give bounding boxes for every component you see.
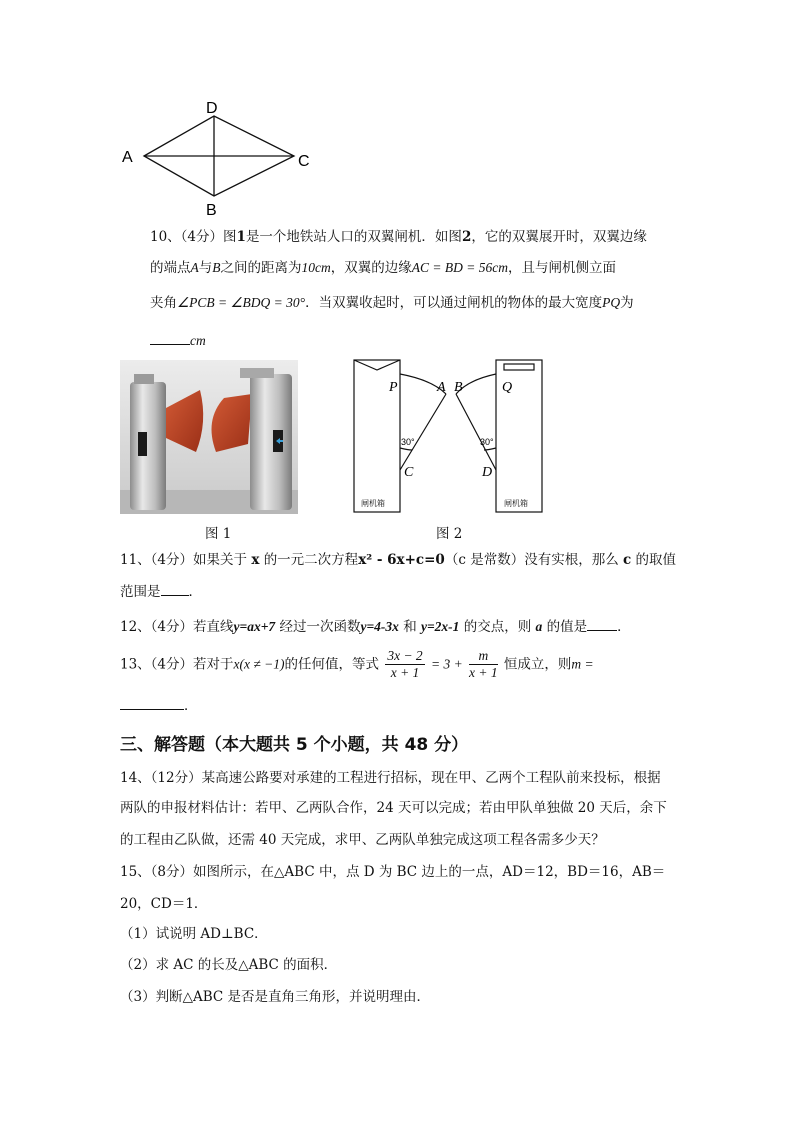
q11-text: （c 是常数）没有实根，那么 <box>444 552 619 568</box>
q15-sub1: （1）试说明 AD⊥BC． <box>120 926 268 942</box>
q10-text: ．当双翼收起时，可以通过闸机的物体的最大宽度 <box>305 295 603 311</box>
q12-equation: y=ax+7 <box>233 619 276 634</box>
q10-text: 10、（4分）图 <box>150 229 237 245</box>
q12-text: 12、（4分）若直线 <box>120 619 234 635</box>
q14-line1: 14、（12分）某高速公路要对承建的工程进行招标，现在甲、乙两个工程队前来投标，根据 <box>120 770 661 786</box>
label-p: P <box>389 380 398 395</box>
q13-equals: = 3 + <box>430 656 463 672</box>
q10-text: 是一个地铁站人口的双翼闸机．如图 <box>245 229 462 245</box>
q11-line2 <box>120 582 680 602</box>
label-q: Q <box>502 380 513 395</box>
q13-fraction-left <box>385 648 424 681</box>
q11-var: x <box>251 552 260 568</box>
fraction-numerator: m <box>469 648 498 665</box>
answer-blank <box>161 583 189 596</box>
q10-equation: AC = BD = 56cm <box>411 260 508 275</box>
angle-label-right: 30° <box>480 437 494 447</box>
answer-blank <box>120 697 184 710</box>
q15-sub3: （3）判断△ABC 是否是直角三角形，并说明理由． <box>120 989 431 1005</box>
q10-text: ，双翼的边缘 <box>330 260 412 276</box>
vertex-label-a: A <box>122 149 133 166</box>
q10-text: 的端点 <box>150 260 191 276</box>
vertex-label-d: D <box>206 100 218 117</box>
q10-value: 10cm <box>301 260 331 275</box>
q12-line <box>120 617 680 637</box>
q11-equation: x² - 6x+c=0 <box>358 552 445 568</box>
vertex-label-c: C <box>298 153 310 170</box>
q11-text: 的一元二次方程 <box>263 552 359 568</box>
q15-line1: 15、（8分）如图所示，在△ABC 中，点 D 为 BC 边上的一点，AD＝12，BD＝16，AB＝ <box>120 864 666 880</box>
fraction-denominator: x + 1 <box>469 665 498 680</box>
answer-blank <box>150 332 190 345</box>
fraction-numerator: 3x − 2 <box>387 648 423 663</box>
angle-label-left: 30° <box>401 437 415 447</box>
q10-var: PQ <box>602 295 621 310</box>
q13-text: 的任何值，等式 <box>284 656 380 673</box>
q10-text: 夹角 <box>150 295 177 311</box>
box-label-left: 闸机箱 <box>361 499 385 508</box>
q12-text: ． <box>617 619 631 635</box>
fraction-denominator: x + 1 <box>390 665 420 680</box>
q11-var: c <box>623 552 632 568</box>
q10-line1 <box>150 227 710 247</box>
q12-text: 的交点，则 <box>463 619 532 635</box>
q11-text: ． <box>188 584 202 600</box>
vertex-label-b: B <box>206 202 217 219</box>
answer-blank <box>587 618 617 631</box>
label-b: B <box>454 380 463 395</box>
figure-2-caption: 图 2 <box>436 526 463 542</box>
q12-text: 经过一次函数 <box>279 619 361 635</box>
q10-fig1-ref: 1 <box>236 229 246 245</box>
q11-text: 11、（4分）如果关于 <box>120 552 248 568</box>
q13-fraction-right <box>469 648 498 681</box>
turnstile-schematic <box>352 358 552 514</box>
q10-var: A <box>190 260 199 275</box>
q10-text: 为 <box>620 295 634 311</box>
rhombus-diagram <box>118 98 318 220</box>
q13-text: 13、（4分）若对于 <box>120 656 234 673</box>
q10-line4 <box>150 331 710 351</box>
box-label-right: 闸机箱 <box>504 499 528 508</box>
label-d: D <box>482 465 493 480</box>
q15-sub2: （2）求 AC 的长及△ABC 的面积． <box>120 957 338 973</box>
q12-equation: y=2x-1 <box>421 619 460 634</box>
q15-line2: 20，CD＝1． <box>120 896 208 912</box>
q11-line1 <box>120 550 680 570</box>
q14-line3: 的工程由乙队做，还需 40 天完成，求甲、乙两队单独完成这项工程各需多少天？ <box>120 832 605 848</box>
q11-text: 的取值 <box>635 552 677 568</box>
q13-text: ． <box>184 698 198 714</box>
q13-text: 恒成立，则 <box>503 656 572 673</box>
q12-equation: y=4-3x <box>360 619 399 634</box>
q10-text: ，且与闸机侧立面 <box>507 260 616 276</box>
q11-text: 范围是 <box>120 584 161 600</box>
turnstile-photo <box>120 360 298 514</box>
q12-var: a <box>535 619 543 634</box>
label-c: C <box>404 465 414 480</box>
q13-line2 <box>120 696 680 716</box>
section-heading: 三、解答题（本大题共 5 个小题，共 48 分） <box>120 735 469 755</box>
q12-text: 的值是 <box>546 619 588 635</box>
q10-line2 <box>150 258 710 278</box>
q10-angle-equation: ∠PCB = ∠BDQ = 30° <box>177 295 306 310</box>
q10-text: ，它的双翼展开时，双翼边缘 <box>471 229 647 245</box>
q10-line3 <box>150 293 710 313</box>
q10-text: 之间的距离为 <box>220 260 302 276</box>
q14-line2: 两队的申报材料估计：若甲、乙两队合作，24 天可以完成；若由甲队单独做 20 天后，余下 <box>120 800 667 816</box>
q13-var: m = <box>571 656 594 672</box>
q10-text: 与 <box>198 260 213 276</box>
q13-condition: x(x ≠ −1) <box>233 656 285 672</box>
q12-text: 和 <box>403 619 417 635</box>
label-a: A <box>437 380 446 395</box>
figure-1-caption: 图 1 <box>205 526 232 542</box>
q10-fig2-ref: 2 <box>461 229 472 245</box>
q13-line <box>120 648 680 681</box>
q10-unit: cm <box>190 333 206 348</box>
q10-var: B <box>212 260 221 275</box>
